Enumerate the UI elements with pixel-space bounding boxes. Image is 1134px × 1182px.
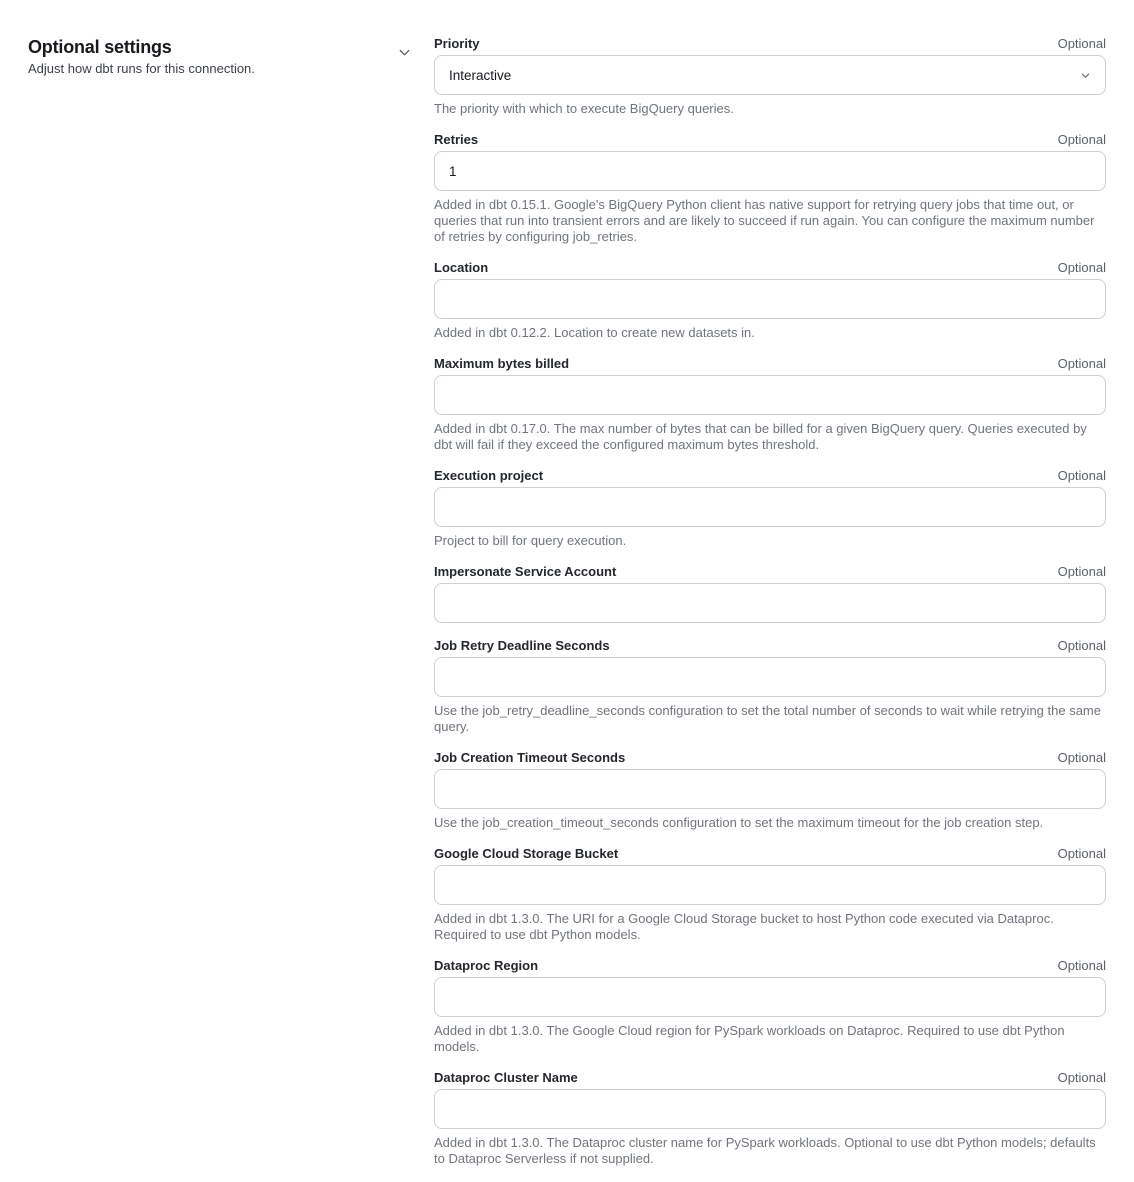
field-head bbox=[434, 260, 1106, 275]
optional-badge: Optional bbox=[1057, 132, 1106, 147]
optional-badge: Optional bbox=[1057, 846, 1106, 861]
field-google-cloud-storage-bucket bbox=[434, 846, 1106, 943]
field-label-impersonate-service-account: Impersonate Service Account bbox=[434, 564, 617, 579]
field-head bbox=[434, 750, 1106, 765]
field-help-text: Added in dbt 0.15.1. Google's BigQuery Python client has native support for retrying query jobs that time out, or queries that run into transient errors and are likely to succeed if run again. You can configure the maximum number of retries by configuring job_retries. bbox=[434, 197, 1095, 244]
field-execution-project bbox=[434, 468, 1106, 549]
field-location bbox=[434, 260, 1106, 341]
input-job-retry-deadline-seconds[interactable] bbox=[434, 657, 1106, 697]
field-label-priority: Priority bbox=[434, 36, 480, 51]
field-dataproc-cluster-name bbox=[434, 1070, 1106, 1167]
field-label-google-cloud-storage-bucket: Google Cloud Storage Bucket bbox=[434, 846, 619, 861]
field-help-text: Added in dbt 0.12.2. Location to create new datasets in. bbox=[434, 325, 755, 340]
input-location[interactable] bbox=[434, 279, 1106, 319]
input-maximum-bytes-billed[interactable] bbox=[434, 375, 1106, 415]
section-description: Adjust how dbt runs for this connection. bbox=[28, 61, 255, 76]
select-value: Interactive bbox=[449, 67, 512, 83]
field-head bbox=[434, 468, 1106, 483]
field-job-retry-deadline-seconds bbox=[434, 638, 1106, 735]
field-head bbox=[434, 638, 1106, 653]
field-job-creation-timeout-seconds bbox=[434, 750, 1106, 831]
field-label-maximum-bytes-billed: Maximum bytes billed bbox=[434, 356, 570, 371]
field-help-text: Added in dbt 1.3.0. The Dataproc cluster name for PySpark workloads. Optional to use dbt Python models; defaults to Dataproc Serverless if not supplied. bbox=[434, 1135, 1096, 1166]
field-label-retries: Retries bbox=[434, 132, 479, 147]
section-collapse-button[interactable] bbox=[397, 45, 412, 60]
select-priority[interactable] bbox=[434, 55, 1106, 95]
optional-badge: Optional bbox=[1057, 468, 1106, 483]
optional-badge: Optional bbox=[1057, 36, 1106, 51]
field-help-text: Project to bill for query execution. bbox=[434, 533, 627, 548]
optional-badge: Optional bbox=[1057, 260, 1106, 275]
field-head bbox=[434, 36, 1106, 51]
field-dataproc-region bbox=[434, 958, 1106, 1055]
field-help-text: The priority with which to execute BigQuery queries. bbox=[434, 101, 734, 116]
optional-badge: Optional bbox=[1057, 750, 1106, 765]
fields-list bbox=[434, 36, 1106, 1182]
section-title: Optional settings bbox=[28, 37, 172, 57]
field-retries bbox=[434, 132, 1106, 245]
optional-badge: Optional bbox=[1057, 1070, 1106, 1085]
field-head bbox=[434, 958, 1106, 973]
field-label-dataproc-cluster-name: Dataproc Cluster Name bbox=[434, 1070, 578, 1085]
field-head bbox=[434, 564, 1106, 579]
field-head bbox=[434, 356, 1106, 371]
input-dataproc-cluster-name[interactable] bbox=[434, 1089, 1106, 1129]
field-help-text: Added in dbt 0.17.0. The max number of bytes that can be billed for a given BigQuery query. Queries executed by dbt will fail if they exceed the configured maximum bytes threshold. bbox=[434, 421, 1087, 452]
optional-badge: Optional bbox=[1057, 958, 1106, 973]
field-help-text: Added in dbt 1.3.0. The Google Cloud region for PySpark workloads on Dataproc. Required to use dbt Python models. bbox=[434, 1023, 1065, 1054]
field-head bbox=[434, 1070, 1106, 1085]
field-head bbox=[434, 132, 1106, 147]
field-help-text: Use the job_retry_deadline_seconds configuration to set the total number of seconds to wait while retrying the same query. bbox=[434, 703, 1101, 734]
section-info bbox=[28, 36, 434, 77]
section-heading bbox=[28, 36, 255, 77]
field-help-text: Added in dbt 1.3.0. The URI for a Google Cloud Storage bucket to host Python code executed via Dataproc. Required to use dbt Python models. bbox=[434, 911, 1054, 942]
input-retries[interactable] bbox=[434, 151, 1106, 191]
optional-badge: Optional bbox=[1057, 638, 1106, 653]
input-google-cloud-storage-bucket[interactable] bbox=[434, 865, 1106, 905]
chevron-down-icon bbox=[1080, 70, 1091, 81]
field-impersonate-service-account bbox=[434, 564, 1106, 623]
input-dataproc-region[interactable] bbox=[434, 977, 1106, 1017]
field-help-text: Use the job_creation_timeout_seconds configuration to set the maximum timeout for the job creation step. bbox=[434, 815, 1044, 830]
field-label-job-retry-deadline-seconds: Job Retry Deadline Seconds bbox=[434, 638, 610, 653]
optional-badge: Optional bbox=[1057, 564, 1106, 579]
input-job-creation-timeout-seconds[interactable] bbox=[434, 769, 1106, 809]
input-impersonate-service-account[interactable] bbox=[434, 583, 1106, 623]
field-label-execution-project: Execution project bbox=[434, 468, 544, 483]
field-maximum-bytes-billed bbox=[434, 356, 1106, 453]
optional-badge: Optional bbox=[1057, 356, 1106, 371]
field-label-dataproc-region: Dataproc Region bbox=[434, 958, 539, 973]
field-label-location: Location bbox=[434, 260, 489, 275]
field-head bbox=[434, 846, 1106, 861]
field-label-job-creation-timeout-seconds: Job Creation Timeout Seconds bbox=[434, 750, 626, 765]
input-execution-project[interactable] bbox=[434, 487, 1106, 527]
field-priority bbox=[434, 36, 1106, 117]
chevron-down-icon bbox=[397, 45, 412, 60]
